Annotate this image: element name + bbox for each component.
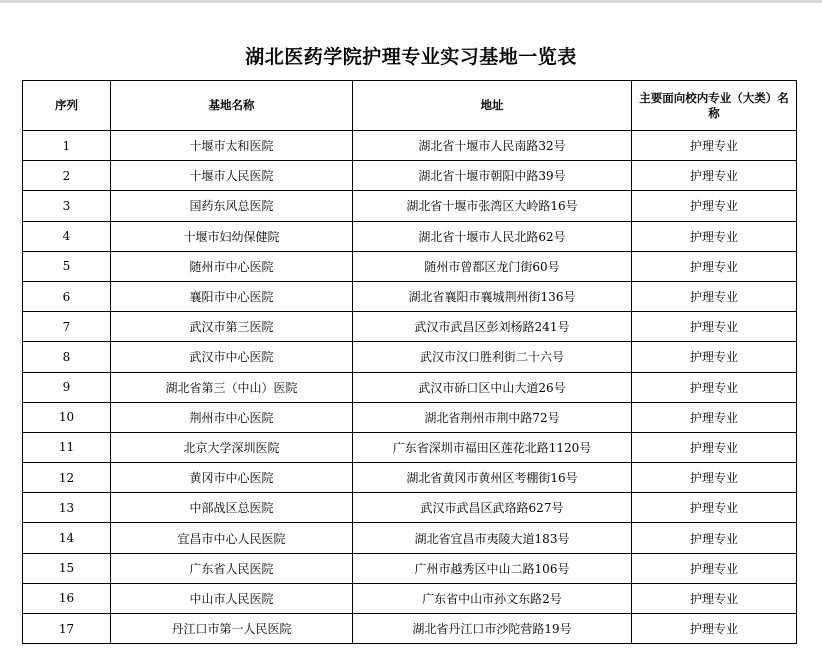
table-row [23,161,797,191]
cell-address: 湖北省荆州市荆中路72号 [353,402,632,432]
table-row [23,463,797,493]
table-row [23,342,797,372]
header-name: 基地名称 [111,81,353,131]
cell-address: 湖北省十堰市朝阳中路39号 [353,161,632,191]
cell-major: 护理专业 [632,312,797,342]
cell-no: 14 [23,523,111,553]
cell-no: 2 [23,161,111,191]
cell-major: 护理专业 [632,191,797,221]
cell-name: 十堰市妇幼保健院 [111,221,353,251]
cell-major: 护理专业 [632,281,797,311]
top-border-rule [0,0,822,3]
cell-name: 随州市中心医院 [111,251,353,281]
cell-name: 武汉市第三医院 [111,312,353,342]
cell-name: 十堰市人民医院 [111,161,353,191]
cell-major: 护理专业 [632,161,797,191]
table-body [23,131,797,644]
header-no: 序列 [23,81,111,131]
cell-no: 9 [23,372,111,402]
cell-name: 丹江口市第一人民医院 [111,614,353,644]
cell-major: 护理专业 [632,251,797,281]
cell-name: 湖北省第三（中山）医院 [111,372,353,402]
cell-address: 武汉市汉口胜利街二十六号 [353,342,632,372]
cell-no: 12 [23,463,111,493]
cell-no: 16 [23,583,111,613]
cell-address: 湖北省黄冈市黄州区考棚街16号 [353,463,632,493]
table-row [23,583,797,613]
table-row [23,432,797,462]
cell-address: 广东省深圳市福田区莲花北路1120号 [353,432,632,462]
cell-no: 3 [23,191,111,221]
cell-major: 护理专业 [632,463,797,493]
cell-name: 国药东风总医院 [111,191,353,221]
cell-major: 护理专业 [632,342,797,372]
cell-major: 护理专业 [632,583,797,613]
cell-address: 武汉市硚口区中山大道26号 [353,372,632,402]
cell-no: 15 [23,553,111,583]
cell-major: 护理专业 [632,131,797,161]
cell-name: 广东省人民医院 [111,553,353,583]
cell-name: 武汉市中心医院 [111,342,353,372]
cell-address: 随州市曾都区龙门街60号 [353,251,632,281]
cell-address: 湖北省十堰市人民北路62号 [353,221,632,251]
cell-name: 荆州市中心医院 [111,402,353,432]
header-major: 主要面向校内专业（大类）名称 [632,81,797,131]
table-row [23,493,797,523]
cell-major: 护理专业 [632,493,797,523]
cell-no: 13 [23,493,111,523]
table-row [23,221,797,251]
table-header-row [23,81,797,131]
table-row [23,553,797,583]
cell-address: 广州市越秀区中山二路106号 [353,553,632,583]
cell-major: 护理专业 [632,553,797,583]
table-row [23,131,797,161]
cell-name: 中部战区总医院 [111,493,353,523]
cell-no: 7 [23,312,111,342]
cell-major: 护理专业 [632,614,797,644]
cell-name: 宜昌市中心人民医院 [111,523,353,553]
internship-base-table [22,80,797,644]
document-title: 湖北医药学院护理专业实习基地一览表 [245,46,577,68]
cell-no: 17 [23,614,111,644]
cell-name: 北京大学深圳医院 [111,432,353,462]
cell-no: 6 [23,281,111,311]
cell-major: 护理专业 [632,372,797,402]
cell-address: 湖北省丹江口市沙陀营路19号 [353,614,632,644]
cell-major: 护理专业 [632,221,797,251]
cell-major: 护理专业 [632,432,797,462]
table-row [23,281,797,311]
cell-name: 十堰市太和医院 [111,131,353,161]
cell-address: 武汉市武昌区彭刘杨路241号 [353,312,632,342]
table-row [23,402,797,432]
cell-major: 护理专业 [632,523,797,553]
cell-name: 襄阳市中心医院 [111,281,353,311]
cell-no: 1 [23,131,111,161]
table-row [23,614,797,644]
table-row [23,372,797,402]
cell-address: 湖北省襄阳市襄城荆州街136号 [353,281,632,311]
cell-address: 湖北省十堰市张湾区大岭路16号 [353,191,632,221]
table-row [23,312,797,342]
table-row [23,191,797,221]
cell-no: 4 [23,221,111,251]
cell-name: 黄冈市中心医院 [111,463,353,493]
table-row [23,251,797,281]
table-row [23,523,797,553]
cell-address: 湖北省十堰市人民南路32号 [353,131,632,161]
cell-no: 5 [23,251,111,281]
cell-address: 湖北省宜昌市夷陵大道183号 [353,523,632,553]
cell-name: 中山市人民医院 [111,583,353,613]
cell-no: 10 [23,402,111,432]
cell-address: 武汉市武昌区武珞路627号 [353,493,632,523]
header-address: 地址 [353,81,632,131]
cell-address: 广东省中山市孙文东路2号 [353,583,632,613]
cell-major: 护理专业 [632,402,797,432]
cell-no: 8 [23,342,111,372]
cell-no: 11 [23,432,111,462]
